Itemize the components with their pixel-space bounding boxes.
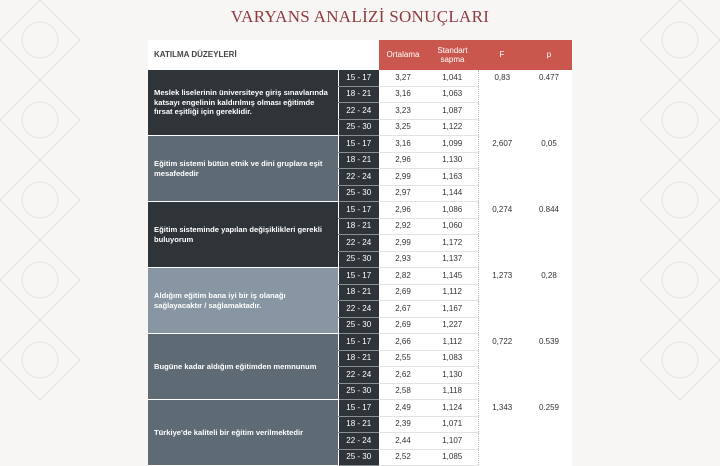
f-cell: 1,273 [478, 268, 526, 334]
header-age-blank [338, 40, 379, 70]
sd-cell: 1,071 [427, 416, 478, 433]
header-sd: Standart sapma [427, 40, 478, 70]
age-cell: 15 - 17 [338, 400, 379, 417]
p-cell: 0.259 [526, 400, 572, 466]
header-p: p [526, 40, 572, 70]
sd-cell: 1,112 [427, 284, 478, 301]
statement-cell: Türkiye'de kaliteli bir eğitim verilmektedir [148, 400, 338, 466]
mean-cell: 2,93 [379, 251, 427, 268]
f-cell: 0,83 [478, 70, 526, 136]
statement-cell: Eğitim sisteminde yapılan değişiklikleri gerekli buluyorum [148, 202, 338, 268]
sd-cell: 1,172 [427, 235, 478, 252]
age-cell: 25 - 30 [338, 119, 379, 136]
age-cell: 18 - 21 [338, 86, 379, 103]
age-cell: 25 - 30 [338, 251, 379, 268]
statement-cell: Aldığım eğitim bana iyi bir iş olanağı sağlayacaktır / sağlamaktadır. [148, 268, 338, 334]
age-cell: 15 - 17 [338, 268, 379, 285]
sd-cell: 1,227 [427, 317, 478, 334]
p-cell: 0.477 [526, 70, 572, 136]
sd-cell: 1,144 [427, 185, 478, 202]
header-mean: Ortalama [379, 40, 427, 70]
table-row [148, 268, 572, 285]
sd-cell: 1,063 [427, 86, 478, 103]
age-cell: 22 - 24 [338, 235, 379, 252]
sd-cell: 1,130 [427, 152, 478, 169]
mean-cell: 3,25 [379, 119, 427, 136]
sd-cell: 1,107 [427, 433, 478, 450]
age-cell: 22 - 24 [338, 301, 379, 318]
table-row [148, 136, 572, 153]
anova-table [148, 40, 572, 462]
mean-cell: 2,92 [379, 218, 427, 235]
sd-cell: 1,167 [427, 301, 478, 318]
sd-cell: 1,085 [427, 449, 478, 466]
statement-cell: Eğitim sistemi bütün etnik ve dini gruplara eşit mesafededir [148, 136, 338, 202]
mean-cell: 2,82 [379, 268, 427, 285]
sd-cell: 1,099 [427, 136, 478, 153]
sd-cell: 1,130 [427, 367, 478, 384]
p-cell: 0.539 [526, 334, 572, 400]
mean-cell: 2,58 [379, 383, 427, 400]
age-cell: 15 - 17 [338, 334, 379, 351]
mean-cell: 2,66 [379, 334, 427, 351]
age-cell: 18 - 21 [338, 152, 379, 169]
mean-cell: 2,62 [379, 367, 427, 384]
mean-cell: 2,39 [379, 416, 427, 433]
age-cell: 18 - 21 [338, 416, 379, 433]
table-row [148, 70, 572, 86]
age-cell: 25 - 30 [338, 185, 379, 202]
mean-cell: 2,44 [379, 433, 427, 450]
sd-cell: 1,112 [427, 334, 478, 351]
mean-cell: 2,99 [379, 169, 427, 186]
table-row [148, 400, 572, 417]
mean-cell: 2,96 [379, 152, 427, 169]
mean-cell: 3,27 [379, 70, 427, 86]
age-cell: 25 - 30 [338, 449, 379, 466]
mean-cell: 2,52 [379, 449, 427, 466]
header-statement: KATILMA DÜZEYLERİ [148, 40, 338, 70]
mean-cell: 2,99 [379, 235, 427, 252]
f-cell: 2,607 [478, 136, 526, 202]
age-cell: 18 - 21 [338, 284, 379, 301]
age-cell: 18 - 21 [338, 218, 379, 235]
mean-cell: 2,69 [379, 317, 427, 334]
mean-cell: 2,55 [379, 350, 427, 367]
sd-cell: 1,122 [427, 119, 478, 136]
f-cell: 1,343 [478, 400, 526, 466]
f-cell: 0,274 [478, 202, 526, 268]
mean-cell: 2,96 [379, 202, 427, 219]
table-header-row [148, 40, 572, 70]
slide-title: VARYANS ANALİZİ SONUÇLARI [230, 7, 490, 26]
mean-cell: 3,16 [379, 86, 427, 103]
age-cell: 15 - 17 [338, 202, 379, 219]
p-cell: 0.844 [526, 202, 572, 268]
sd-cell: 1,124 [427, 400, 478, 417]
mean-cell: 2,49 [379, 400, 427, 417]
age-cell: 25 - 30 [338, 317, 379, 334]
sd-cell: 1,041 [427, 70, 478, 86]
sd-cell: 1,087 [427, 103, 478, 120]
statement-cell: Meslek liselerinin üniversiteye giriş sınavlarında katsayı engelinin kaldırılmış olması eğitimde fırsat eşitliği için gereklidir. [148, 70, 338, 136]
statement-cell: Bugüne kadar aldığım eğitimden memnunum [148, 334, 338, 400]
sd-cell: 1,086 [427, 202, 478, 219]
age-cell: 22 - 24 [338, 103, 379, 120]
age-cell: 18 - 21 [338, 350, 379, 367]
sd-cell: 1,060 [427, 218, 478, 235]
age-cell: 15 - 17 [338, 136, 379, 153]
f-cell: 0,722 [478, 334, 526, 400]
table-row [148, 202, 572, 219]
mean-cell: 2,67 [379, 301, 427, 318]
age-cell: 25 - 30 [338, 383, 379, 400]
age-cell: 22 - 24 [338, 433, 379, 450]
age-cell: 22 - 24 [338, 169, 379, 186]
p-cell: 0,28 [526, 268, 572, 334]
p-cell: 0,05 [526, 136, 572, 202]
mean-cell: 3,23 [379, 103, 427, 120]
sd-cell: 1,137 [427, 251, 478, 268]
age-cell: 22 - 24 [338, 367, 379, 384]
mean-cell: 2,97 [379, 185, 427, 202]
age-cell: 15 - 17 [338, 70, 379, 86]
table-row [148, 334, 572, 351]
sd-cell: 1,145 [427, 268, 478, 285]
mean-cell: 2,69 [379, 284, 427, 301]
sd-cell: 1,083 [427, 350, 478, 367]
sd-cell: 1,163 [427, 169, 478, 186]
sd-cell: 1,118 [427, 383, 478, 400]
mean-cell: 3,16 [379, 136, 427, 153]
header-f: F [478, 40, 526, 70]
